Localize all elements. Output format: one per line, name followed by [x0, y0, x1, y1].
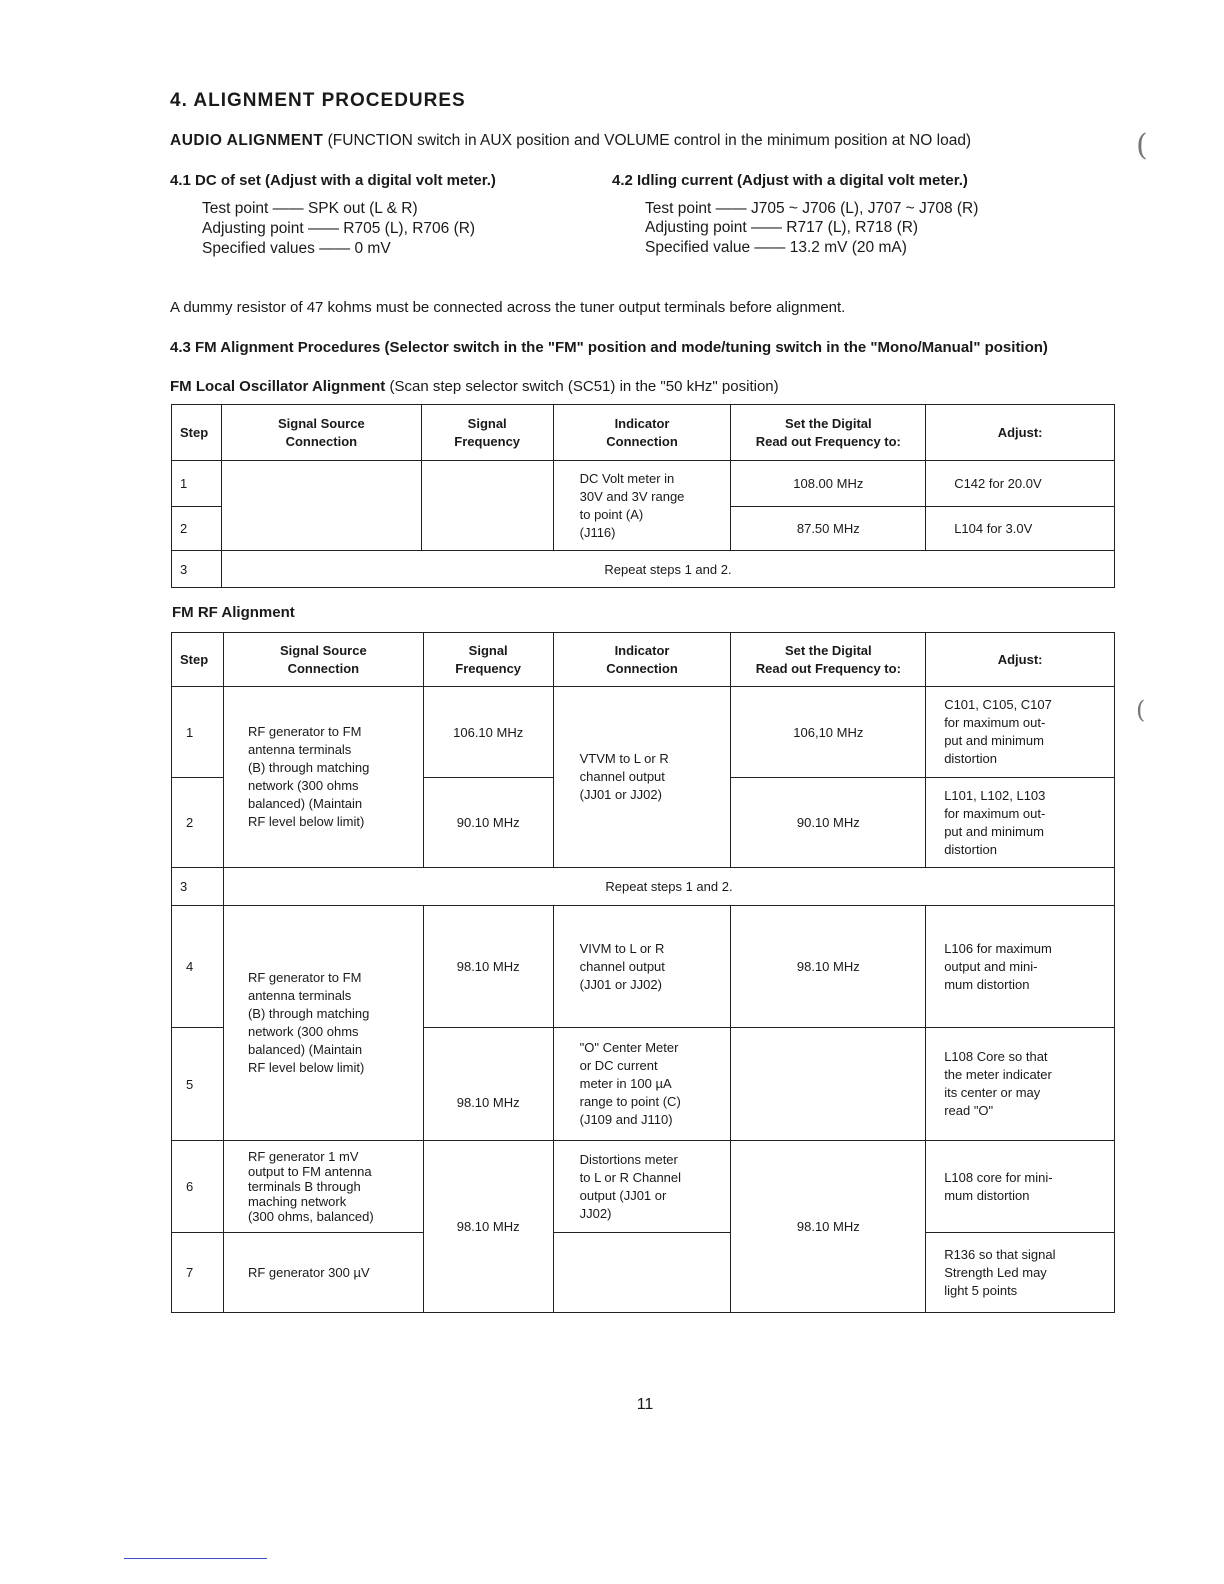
table-row [172, 906, 1115, 1028]
section-4-2-heading: 4.2 Idling current (Adjust with a digital volt meter.) [612, 172, 968, 189]
section-4-1-heading: 4.1 DC of set (Adjust with a digital volt meter.) [170, 172, 496, 189]
adjust-cell: L106 for maximum output and mini- mum distortion [926, 906, 1115, 1028]
header-indicator: Indicator Connection [553, 633, 731, 687]
section-4-3-heading: 4.3 FM Alignment Procedures (Selector switch in the "FM" position and mode/tuning switch in the "Mono/Manual" position) [170, 339, 1048, 356]
readout-cell: 87.50 MHz [731, 507, 926, 551]
section-4-2-adjusting-point: Adjusting point —— R717 (L), R718 (R) [645, 219, 919, 236]
readout-cell: 98.10 MHz [731, 906, 926, 1028]
signal-frequency-cell: 106.10 MHz [423, 687, 553, 778]
step-cell: 5 [172, 1028, 224, 1141]
table-row [172, 687, 1115, 778]
bottom-blue-line [124, 1558, 267, 1559]
step-cell: 2 [172, 778, 224, 868]
header-set-digital: Set the Digital Read out Frequency to: [731, 633, 926, 687]
signal-source-cell: RF generator to FM antenna terminals (B) through matching network (300 ohms balanced) (Maintain RF level below limit) [223, 687, 423, 868]
header-indicator: Indicator Connection [553, 405, 731, 461]
adjust-cell: L108 core for mini- mum distortion [926, 1141, 1115, 1233]
dummy-resistor-note: A dummy resistor of 47 kohms must be connected across the tuner output terminals before alignment. [170, 299, 846, 316]
section-4-1-test-point: Test point —— SPK out (L & R) [202, 200, 418, 217]
readout-cell: 90.10 MHz [731, 778, 926, 868]
page-number: 11 [636, 1396, 654, 1413]
signal-source-cell [221, 461, 421, 551]
repeat-steps-cell: Repeat steps 1 and 2. [221, 551, 1114, 588]
rf-alignment-table [171, 632, 1115, 1313]
table-row [172, 868, 1115, 906]
osc-alignment-caption [170, 378, 779, 395]
scan-bracket-mark: ( [1136, 696, 1146, 724]
osc-alignment-table [171, 404, 1115, 588]
adjust-cell: R136 so that signal Strength Led may light 5 points [926, 1233, 1115, 1313]
rf-header-row [172, 633, 1115, 687]
header-signal-source: Signal Source Connection [223, 633, 423, 687]
step-cell: 3 [172, 551, 222, 588]
signal-source-cell: RF generator to FM antenna terminals (B) through matching network (300 ohms balanced) (Maintain RF level below limit) [223, 906, 423, 1141]
step-cell: 2 [172, 507, 222, 551]
table-row [172, 551, 1115, 588]
header-signal-source: Signal Source Connection [221, 405, 421, 461]
indicator-cell: DC Volt meter in 30V and 3V range to point (A) (J116) [553, 461, 731, 551]
osc-alignment-label: FM Local Oscillator Alignment [170, 378, 386, 395]
table-row [172, 461, 1115, 507]
step-cell: 3 [172, 868, 224, 906]
rf-alignment-heading: FM RF Alignment [172, 604, 295, 621]
section-4-1-adjusting-point: Adjusting point —— R705 (L), R706 (R) [202, 220, 476, 237]
audio-alignment-label: AUDIO ALIGNMENT [170, 132, 324, 149]
section-4-1-specified: Specified values —— 0 mV [202, 240, 391, 257]
section-4-2-specified: Specified value —— 13.2 mV (20 mA) [645, 239, 907, 256]
adjust-cell: C101, C105, C107 for maximum out- put and minimum distortion [926, 687, 1115, 778]
adjust-cell: L104 for 3.0V [926, 507, 1115, 551]
indicator-cell: Distortions meter to L or R Channel output (JJ01 or JJ02) [553, 1141, 731, 1233]
step-cell: 4 [172, 906, 224, 1028]
header-adjust: Adjust: [926, 633, 1115, 687]
header-signal-frequency: Signal Frequency [421, 405, 553, 461]
audio-alignment-note [170, 132, 971, 150]
signal-frequency-cell: 98.10 MHz [423, 1141, 553, 1313]
step-cell: 6 [172, 1141, 224, 1233]
osc-header-row [172, 405, 1115, 461]
audio-alignment-conditions: (FUNCTION switch in AUX position and VOLUME control in the minimum position at NO load) [323, 132, 972, 149]
signal-source-cell: RF generator 300 µV [223, 1233, 423, 1313]
header-signal-frequency: Signal Frequency [423, 633, 553, 687]
indicator-cell: VTVM to L or R channel output (JJ01 or JJ02) [553, 687, 731, 868]
indicator-cell [553, 1233, 731, 1313]
repeat-steps-cell: Repeat steps 1 and 2. [223, 868, 1114, 906]
signal-source-cell: RF generator 1 mV output to FM antenna terminals B through maching network (300 ohms, balanced) [223, 1141, 423, 1233]
step-cell: 1 [172, 687, 224, 778]
table-row [172, 1233, 1115, 1313]
indicator-cell: "O" Center Meter or DC current meter in 100 µA range to point (C) (J109 and J110) [553, 1028, 731, 1141]
readout-cell: 98.10 MHz [731, 1141, 926, 1313]
step-cell: 7 [172, 1233, 224, 1313]
step-cell: 1 [172, 461, 222, 507]
adjust-cell: L101, L102, L103 for maximum out- put and minimum distortion [926, 778, 1115, 868]
signal-frequency-cell [421, 461, 553, 551]
adjust-cell: L108 Core so that the meter indicater its center or may read "O" [926, 1028, 1115, 1141]
table-row [172, 1141, 1115, 1233]
readout-cell: 106,10 MHz [731, 687, 926, 778]
osc-alignment-conditions: (Scan step selector switch (SC51) in the "50 kHz" position) [385, 378, 779, 395]
header-step: Step [172, 405, 222, 461]
adjust-cell: C142 for 20.0V [926, 461, 1115, 507]
section-4-2-test-point: Test point —— J705 ~ J706 (L), J707 ~ J708 (R) [645, 200, 979, 217]
indicator-cell: VIVM to L or R channel output (JJ01 or JJ02) [553, 906, 731, 1028]
readout-cell [731, 1028, 926, 1141]
header-step: Step [172, 633, 224, 687]
header-adjust: Adjust: [926, 405, 1115, 461]
header-set-digital: Set the Digital Read out Frequency to: [731, 405, 926, 461]
scan-bracket-mark: ( [1136, 128, 1148, 163]
section-title: 4. ALIGNMENT PROCEDURES [170, 90, 466, 111]
signal-frequency-cell: 98.10 MHz [423, 1028, 553, 1141]
signal-frequency-cell: 90.10 MHz [423, 778, 553, 868]
readout-cell: 108.00 MHz [731, 461, 926, 507]
signal-frequency-cell: 98.10 MHz [423, 906, 553, 1028]
